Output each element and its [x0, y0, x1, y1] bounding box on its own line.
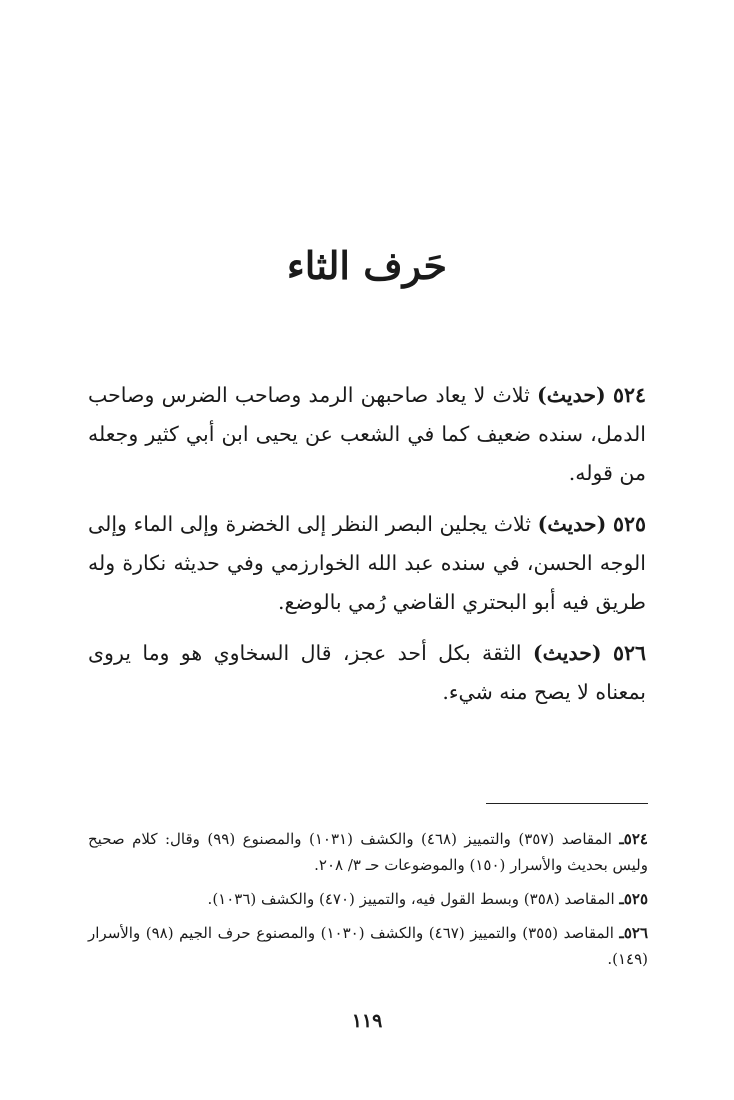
- hadith-entry: [88, 634, 646, 712]
- entry-number: ٥٢٤: [612, 383, 646, 407]
- footnotes: [88, 826, 648, 980]
- entry-number: ٥٢٥: [612, 512, 646, 536]
- footnote: [88, 920, 648, 972]
- entry-text: الثقة بكل أحد عجز، قال السخاوي هو وما يروى بمعناه لا يصح منه شيء.: [88, 641, 646, 704]
- chapter-title: حَرف الثاء: [286, 243, 448, 288]
- footnote-number: ٥٢٥ـ: [619, 890, 648, 908]
- entry-text: ثلاث يجلين البصر النظر إلى الخضرة وإلى الماء وإلى الوجه الحسن، في سنده عبد الله الخوارزمي وفي حديثه نكارة وله طريق فيه أبو البحتري القاضي رُمي بالوضع.: [88, 512, 646, 614]
- entry-text: ثلاث لا يعاد صاحبهن الرمد وصاحب الضرس وصاحب الدمل، سنده ضعيف كما في الشعب عن يحيى ابن أبي كثير وجعله من قوله.: [88, 383, 646, 485]
- hadith-entries: [88, 376, 646, 724]
- page-number: ١١٩: [351, 1010, 383, 1032]
- hadith-entry: [88, 376, 646, 493]
- hadith-entry: [88, 505, 646, 622]
- entry-number: ٥٢٦: [612, 641, 646, 665]
- footnote-divider: [486, 803, 648, 804]
- footnote-text: المقاصد (٣٥٥) والتمييز (٤٦٧) والكشف (١٠٣٠) والمصنوع حرف الجيم (٩٨) والأسرار (١٤٩).: [88, 924, 648, 968]
- footnote-number: ٥٢٦ـ: [619, 924, 648, 942]
- footnote-text: المقاصد (٣٥٨) وبسط القول فيه، والتمييز (٤٧٠) والكشف (١٠٣٦).: [207, 890, 615, 908]
- footnote-text: المقاصد (٣٥٧) والتمييز (٤٦٨) والكشف (١٠٣١) والمصنوع (٩٩) وقال: كلام صحيح وليس بحديث والأسرار (١٥٠) والموضوعات حـ ٣/ ٢٠٨.: [88, 830, 648, 874]
- footnote: [88, 826, 648, 878]
- entry-label: (حديث): [537, 383, 606, 407]
- entry-label: (حديث): [532, 641, 602, 665]
- entry-label: (حديث): [537, 512, 607, 536]
- footnote-number: ٥٢٤ـ: [619, 830, 648, 848]
- footnote: [88, 886, 648, 912]
